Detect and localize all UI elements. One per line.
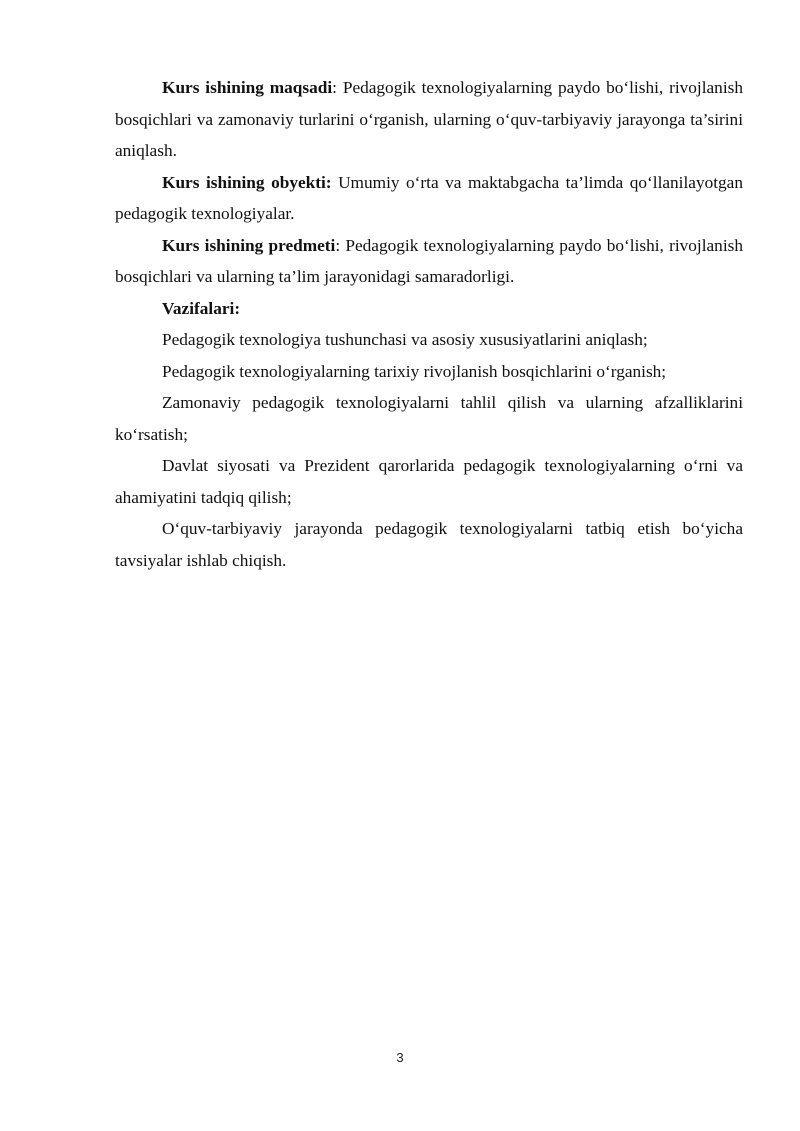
- object-text: Umumiy o‘rta va maktabgacha ta’limda qo‘llanilayotgan pedagogik texnologiyalar.: [115, 172, 743, 223]
- paragraph-object: [115, 167, 743, 230]
- goal-separator: :: [332, 78, 343, 97]
- task-item: O‘quv-tarbiyaviy jarayonda pedagogik texnologiyalarni tatbiq etish bo‘yicha tavsiyalar ishlab chiqish.: [115, 519, 743, 570]
- goal-text: Pedagogik texnologiyalarning paydo bo‘lishi, rivojlanish bosqichlari va zamonaviy turlarini o‘rganish, ularning o‘quv-tarbiyaviy jarayonga ta’sirini aniqlash.: [115, 78, 743, 160]
- subject-text: Pedagogik texnologiyalarning paydo bo‘lishi, rivojlanish bosqichlari va ularning ta’lim jarayonidagi samaradorligi.: [115, 235, 743, 286]
- goal-label: Kurs ishining maqsadi: [162, 78, 333, 97]
- task-item: Davlat siyosati va Prezident qarorlarida pedagogik texnologiyalarning o‘rni va ahamiyatini tadqiq qilish;: [115, 456, 743, 507]
- subject-separator: :: [335, 235, 346, 255]
- task-item: Pedagogik texnologiya tushunchasi va asosiy xususiyatlarini aniqlash;: [162, 330, 648, 349]
- page-content: [115, 72, 743, 576]
- task-item: Zamonaviy pedagogik texnologiyalarni tahlil qilish va ularning afzalliklarini ko‘rsatish;: [115, 393, 743, 444]
- page-number: 3: [396, 1050, 404, 1065]
- object-label: Kurs ishining obyekti:: [162, 172, 332, 192]
- subject-label: Kurs ishining predmeti: [162, 235, 336, 255]
- tasks-heading: Vazifalari:: [162, 298, 241, 318]
- tasks-heading-paragraph: [115, 293, 743, 325]
- task-item: Pedagogik texnologiyalarning tarixiy rivojlanish bosqichlarini o‘rganish;: [162, 361, 667, 381]
- paragraph-goal: [115, 72, 743, 167]
- paragraph-subject: [115, 230, 743, 293]
